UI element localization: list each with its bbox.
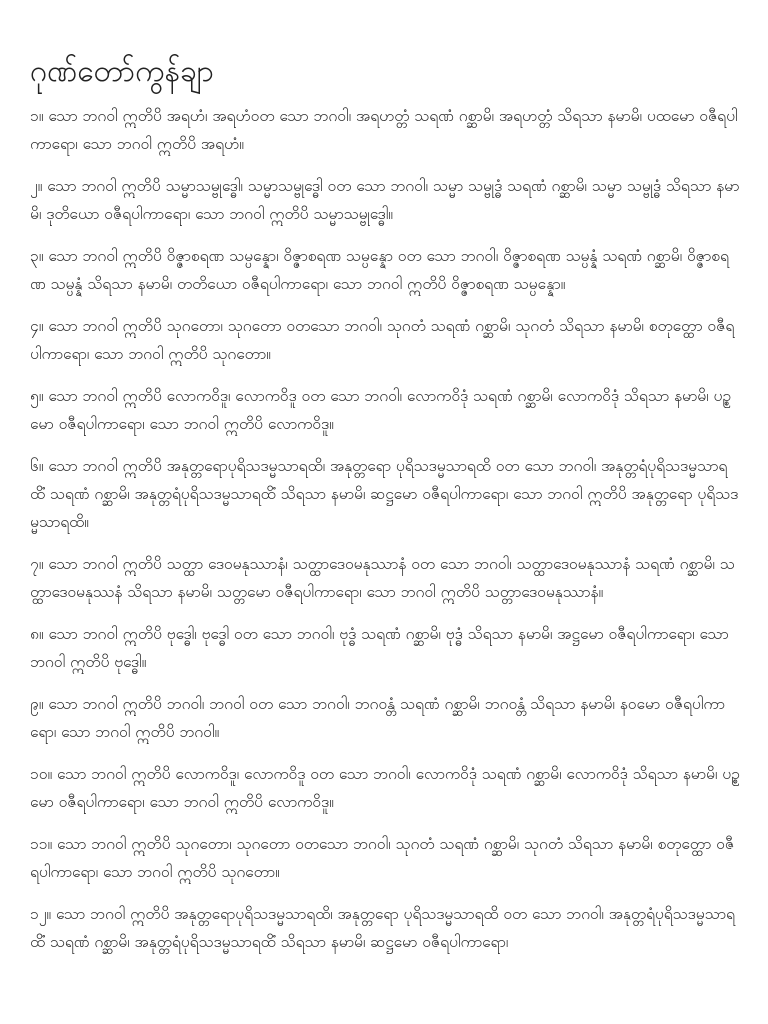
paragraph-4: ၄။ သော ဘဂဝါ ဣတိပိ သုဂတော၊ သုဂတော ဝတသော ဘဂဝါ၊ သုဂတံ သရဏံ ဂစ္ဆာမိ၊ သုဂတံ သိရသာ နမာမိ၊ စတုတ္ထော ဝဇီရပါကာရော၊ သော ဘဂဝါ ဣတိပိ သုဂတော။ (30, 317, 735, 363)
paragraph-5: ၅။ သော ဘဂဝါ ဣတိပိ လောကဝိဒူ၊ လောကဝိဒူ ဝတ သော ဘဂဝါ၊ လောကဝိဒုံ သရဏံ ဂစ္ဆာမိ၊ လောကဝိဒုံ သိရသာ နမာမိ၊ ပဉ္စမော ဝဇီရပါကာရော၊ သော ဘဂဝါ ဣတိပိ လောကဝိဒူ။ (30, 387, 731, 433)
paragraph-2: ၂။ သော ဘဂဝါ ဣတိပိ သမ္မာသမ္ဗုဒ္ဓေါ၊ သမ္မာသမ္ဗုဒ္ဓေါ ဝတ သော ဘဂဝါ၊ သမ္မာ သမ္ဗုဒ္ဓံ သရဏံ ဂစ္ဆာမိ၊ သမ္မာ သမ္ဗုဒ္ဓံ သိရသာ နမာမိ၊ ဒုတိယော ဝဇီရပါကာရော၊ သော ဘဂဝါ ဣတိပိ သမ္မာသမ္ဗုဒ္ဓေါ။ (30, 177, 740, 223)
document-page (30, 52, 742, 970)
paragraph-3: ၃။ သော ဘဂဝါ ဣတိပိ ဝိဇ္ဇာစရဏ သမ္ပန္နော၊ ဝိဇ္ဇာစရဏ သမ္ပန္နော ဝတ သော ဘဂဝါ၊ ဝိဇ္ဇာစရဏ သမ္ပန္နံ သရဏံ ဂစ္ဆာမိ၊ ဝိဇ္ဇာစရဏ သမ္ပန္နံ သိရသာ နမာမိ၊ တတိယော ဝဇီရပါကာရော၊ သော ဘဂဝါ ဣတိပိ ဝိဇ္ဇာစရဏ သမ္ပန္နော။ (30, 247, 729, 293)
paragraph-6: ၆။ သော ဘဂဝါ ဣတိပိ အနုတ္တရောပုရိသဒမ္မသာရထိ၊ အနုတ္တရော ပုရိသဒမ္မသာရထိ ဝတ သော ဘဂဝါ၊ အနုတ္တရံပုရိသဒမ္မသာရထိံ သရဏံ ဂစ္ဆာမိ၊ အနုတ္တရံပုရိသဒမ္မသာရထိံ သိရသာ နမာမိ၊ ဆဋ္ဌမော ဝဇီရပါကာရော၊ သော ဘဂဝါ ဣတိပိ အနုတ္တရော ပုရိသဒမ္မသာရထိ။ (30, 457, 739, 531)
paragraph-8: ၈။ သော ဘဂဝါ ဣတိပိ ဗုဒ္ဓေါ၊ ဗုဒ္ဓေါ ဝတ သော ဘဂဝါ၊ ဗုဒ္ဓံ သရဏံ ဂစ္ဆာမိ၊ ဗုဒ္ဓံ သိရသာ နမာမိ၊ အဋ္ဌမော ဝဇီရပါကာရော၊ သော ဘဂဝါ ဣတိပိ ဗုဒ္ဓေါ။ (30, 625, 729, 671)
paragraph-7: ၇။ သော ဘဂဝါ ဣတိပိ သတ္ထာ ဒေဝမနုဿာနံ၊ သတ္ထာဒေဝမနုဿာနံ ဝတ သော ဘဂဝါ၊ သတ္ထာဒေဝမနုဿာနံ သရဏံ ဂစ္ဆာမိ၊ သတ္ထာဒေဝမနုဿနံ သိရသာ နမာမိ၊ သတ္တမော ဝဇီရပါကာရော၊ သော ဘဂဝါ ဣတိပိ သတ္တာဒေဝမနုဿာနံ။ (30, 555, 735, 601)
paragraph-1: ၁။ သော ဘဂဝါ ဣတိပိ အရဟံ၊ အရဟံဝတ သော ဘဂဝါ၊ အရဟတ္တံ သရဏံ ဂစ္ဆာမိ၊ အရဟတ္တံ သိရသာ နမာမိ၊ ပထမော ဝဇီရပါကာရော၊ သော ဘဂဝါ ဣတိပိ အရဟံ။ (30, 107, 738, 153)
paragraph-11: ၁၁။ သော ဘဂဝါ ဣတိပိ သုဂတော၊ သုဂတော ဝတသော ဘဂဝါ၊ သုဂတံ သရဏံ ဂစ္ဆာမိ၊ သုဂတံ သိရသာ နမာမိ၊ စတုတ္ထော ဝဇီရပါကာရော၊ သော ဘဂဝါ ဣတိပိ သုဂတော။ (30, 835, 735, 881)
paragraph-10: ၁၀။ သော ဘဂဝါ ဣတိပိ လောကဝိဒူ၊ လောကဝိဒူ ဝတ သော ဘဂဝါ၊ လောကဝိဒုံ သရဏံ ဂစ္ဆာမိ၊ လောကဝိဒုံ သိရသာ နမာမိ၊ ပဉ္စမော ဝဇီရပါကာရော၊ သော ဘဂဝါ ဣတိပိ လောကဝိဒူ။ (30, 765, 740, 811)
paragraph-12: ၁၂။ သော ဘဂဝါ ဣတိပိ အနုတ္တရောပုရိသဒမ္မသာရထိ၊ အနုတ္တရော ပုရိသဒမ္မသာရထိ ဝတ သော ဘဂဝါ၊ အနုတ္တရံပုရိသဒမ္မသာရထိံ သရဏံ ဂစ္ဆာမိ၊ အနုတ္တရံပုရိသဒမ္မသာရထိံ သိရသာ နမာမိ၊ ဆဋ္ဌမော ဝဇီရပါကာရော၊ (30, 905, 735, 951)
paragraph-9: ၉။ သော ဘဂဝါ ဣတိပိ ဘဂဝါ၊ ဘဂဝါ ဝတ သော ဘဂဝါ၊ ဘဂဝန္တံ သရဏံ ဂစ္ဆာမိ၊ ဘဂဝန္တံ သိရသာ နမာမိ၊ နဝမော ဝဇီရပါကာရော၊ သော ဘဂဝါ ဣတိပိ ဘဂဝါ။ (30, 695, 725, 741)
document-title: ဂုဏ်တော်ကွန်ချာ (30, 54, 215, 89)
